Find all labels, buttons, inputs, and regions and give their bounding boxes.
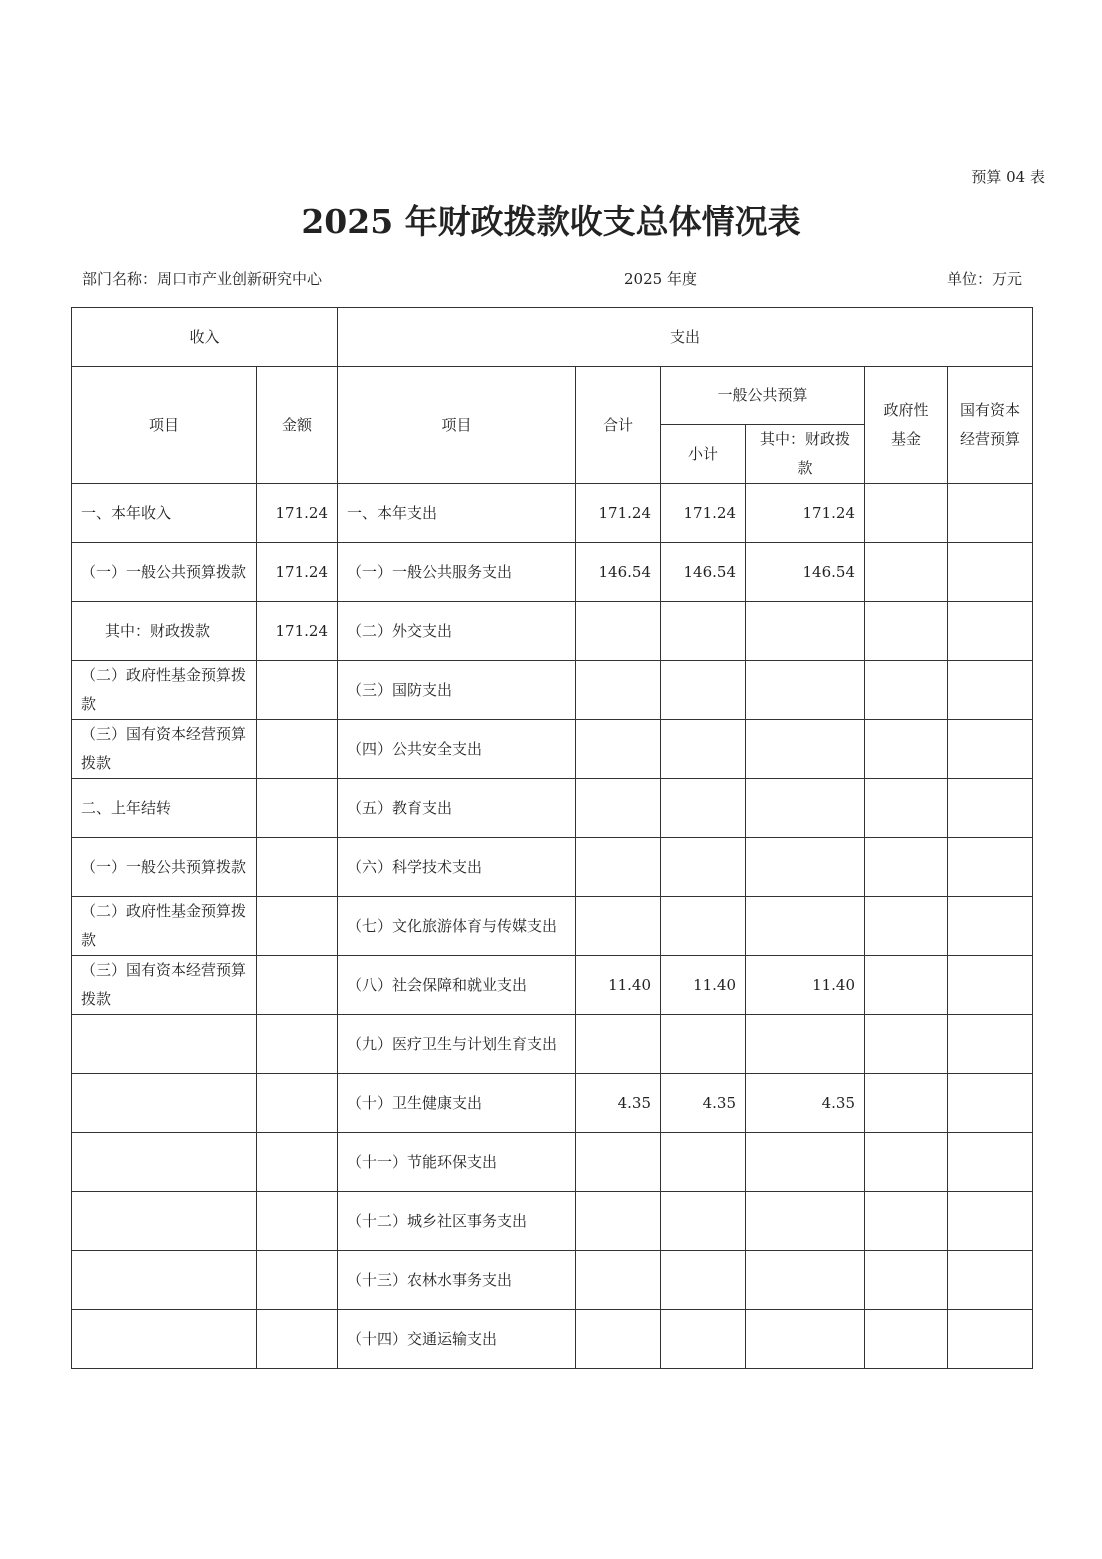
fiscal-year: 2025 年度 [624,270,697,288]
fiscal-cell: 146.54 [746,543,865,602]
expense-item-cell: （十三）农林水事务支出 [338,1251,576,1310]
fiscal-cell [746,779,865,838]
department-name: 部门名称：周口市产业创新研究中心 [82,270,323,288]
page-title: 2025 年财政拨款收支总体情况表 [301,202,801,241]
expense-item-cell: （十一）节能环保支出 [338,1133,576,1192]
expense-item-cell: （七）文化旅游体育与传媒支出 [338,897,576,956]
gov-fund-cell [865,602,948,661]
state-capital-cell [948,1133,1033,1192]
table-row [72,1310,1033,1369]
fiscal-cell: 171.24 [746,484,865,543]
state-capital-cell [948,956,1033,1015]
table-row [72,1133,1033,1192]
total-cell: 11.40 [576,956,661,1015]
income-amount-cell [257,1251,338,1310]
subtotal-cell: 146.54 [661,543,746,602]
income-amount-cell: 171.24 [257,484,338,543]
gov-fund-cell [865,838,948,897]
subtotal-cell [661,1251,746,1310]
income-item-cell: 二、上年结转 [72,779,257,838]
income-item-cell: 一、本年收入 [72,484,257,543]
expense-item-cell: （八）社会保障和就业支出 [338,956,576,1015]
income-amount-cell [257,1074,338,1133]
total-cell [576,602,661,661]
header-income-amount: 金额 [257,367,338,484]
table-row [72,1074,1033,1133]
income-item-cell [72,1015,257,1074]
header-expense-item: 项目 [338,367,576,484]
expense-item-cell: （十二）城乡社区事务支出 [338,1192,576,1251]
header-state-capital: 国有资本经营预算 [948,367,1033,484]
fiscal-cell [746,1310,865,1369]
subtotal-cell [661,779,746,838]
gov-fund-cell [865,1133,948,1192]
income-item-cell: （三）国有资本经营预算拨款 [72,720,257,779]
gov-fund-cell [865,1192,948,1251]
state-capital-cell [948,602,1033,661]
gov-fund-cell [865,1310,948,1369]
subtotal-cell [661,602,746,661]
fiscal-cell [746,1015,865,1074]
budget-table [71,307,1033,1369]
expense-item-cell: （二）外交支出 [338,602,576,661]
income-amount-cell: 171.24 [257,543,338,602]
total-cell [576,897,661,956]
table-row [72,661,1033,720]
header-income-item: 项目 [72,367,257,484]
state-capital-cell [948,1015,1033,1074]
expense-item-cell: （一）一般公共服务支出 [338,543,576,602]
income-item-cell [72,1310,257,1369]
subtotal-cell: 11.40 [661,956,746,1015]
total-cell [576,720,661,779]
income-amount-cell [257,720,338,779]
gov-fund-cell [865,956,948,1015]
fiscal-cell [746,1133,865,1192]
table-row [72,602,1033,661]
state-capital-cell [948,720,1033,779]
state-capital-cell [948,779,1033,838]
fiscal-cell [746,661,865,720]
expense-item-cell: （九）医疗卫生与计划生育支出 [338,1015,576,1074]
header-expense: 支出 [338,308,1033,367]
total-cell: 4.35 [576,1074,661,1133]
income-amount-cell [257,1133,338,1192]
state-capital-cell [948,661,1033,720]
state-capital-cell [948,1074,1033,1133]
fiscal-cell [746,720,865,779]
currency-unit: 单位：万元 [946,270,1022,288]
fiscal-cell [746,1192,865,1251]
header-gov-fund: 政府性基金 [865,367,948,484]
table-row [72,897,1033,956]
fiscal-cell: 11.40 [746,956,865,1015]
expense-item-cell: （三）国防支出 [338,661,576,720]
table-row [72,484,1033,543]
income-amount-cell [257,1015,338,1074]
income-amount-cell [257,1310,338,1369]
expense-item-cell: 一、本年支出 [338,484,576,543]
gov-fund-cell [865,897,948,956]
gov-fund-cell [865,661,948,720]
subtotal-cell [661,1192,746,1251]
state-capital-cell [948,1192,1033,1251]
subtotal-cell [661,1133,746,1192]
income-item-cell [72,1192,257,1251]
table-row [72,543,1033,602]
total-cell [576,779,661,838]
income-amount-cell: 171.24 [257,602,338,661]
subtotal-cell [661,661,746,720]
income-item-cell [72,1133,257,1192]
income-amount-cell [257,661,338,720]
expense-item-cell: （五）教育支出 [338,779,576,838]
income-item-cell: 其中：财政拨款 [72,602,257,661]
subtotal-cell [661,720,746,779]
fiscal-cell [746,897,865,956]
header-of-which-fiscal: 其中：财政拨款 [746,425,865,484]
income-item-cell: （三）国有资本经营预算拨款 [72,956,257,1015]
table-row [72,1192,1033,1251]
expense-item-cell: （四）公共安全支出 [338,720,576,779]
gov-fund-cell [865,543,948,602]
gov-fund-cell [865,484,948,543]
table-row [72,1015,1033,1074]
header-row-2 [72,367,1033,425]
gov-fund-cell [865,1015,948,1074]
income-amount-cell [257,956,338,1015]
expense-item-cell: （十）卫生健康支出 [338,1074,576,1133]
table-row [72,720,1033,779]
subtotal-cell: 171.24 [661,484,746,543]
income-item-cell: （二）政府性基金预算拨款 [72,661,257,720]
total-cell [576,1015,661,1074]
income-amount-cell [257,1192,338,1251]
state-capital-cell [948,1310,1033,1369]
table-number: 预算 04 表 [971,168,1045,186]
header-row-1 [72,308,1033,367]
subtotal-cell [661,838,746,897]
income-amount-cell [257,897,338,956]
income-amount-cell [257,838,338,897]
total-cell: 146.54 [576,543,661,602]
fiscal-cell [746,838,865,897]
fiscal-cell [746,602,865,661]
header-total: 合计 [576,367,661,484]
income-item-cell: （一）一般公共预算拨款 [72,543,257,602]
header-general-budget: 一般公共预算 [661,367,865,425]
state-capital-cell [948,897,1033,956]
fiscal-cell [746,1251,865,1310]
header-subtotal: 小计 [661,425,746,484]
expense-item-cell: （十四）交通运输支出 [338,1310,576,1369]
subtotal-cell: 4.35 [661,1074,746,1133]
state-capital-cell [948,1251,1033,1310]
total-cell [576,838,661,897]
gov-fund-cell [865,1251,948,1310]
table-row [72,838,1033,897]
income-amount-cell [257,779,338,838]
total-cell [576,1251,661,1310]
income-item-cell: （二）政府性基金预算拨款 [72,897,257,956]
state-capital-cell [948,484,1033,543]
total-cell [576,1192,661,1251]
total-cell: 171.24 [576,484,661,543]
table-row [72,1251,1033,1310]
subtotal-cell [661,897,746,956]
gov-fund-cell [865,779,948,838]
gov-fund-cell [865,1074,948,1133]
income-item-cell [72,1251,257,1310]
state-capital-cell [948,543,1033,602]
fiscal-cell: 4.35 [746,1074,865,1133]
total-cell [576,1133,661,1192]
table-row [72,779,1033,838]
expense-item-cell: （六）科学技术支出 [338,838,576,897]
income-item-cell [72,1074,257,1133]
total-cell [576,1310,661,1369]
header-income: 收入 [72,308,338,367]
state-capital-cell [948,838,1033,897]
total-cell [576,661,661,720]
income-item-cell: （一）一般公共预算拨款 [72,838,257,897]
gov-fund-cell [865,720,948,779]
subtotal-cell [661,1310,746,1369]
subtotal-cell [661,1015,746,1074]
table-row [72,956,1033,1015]
